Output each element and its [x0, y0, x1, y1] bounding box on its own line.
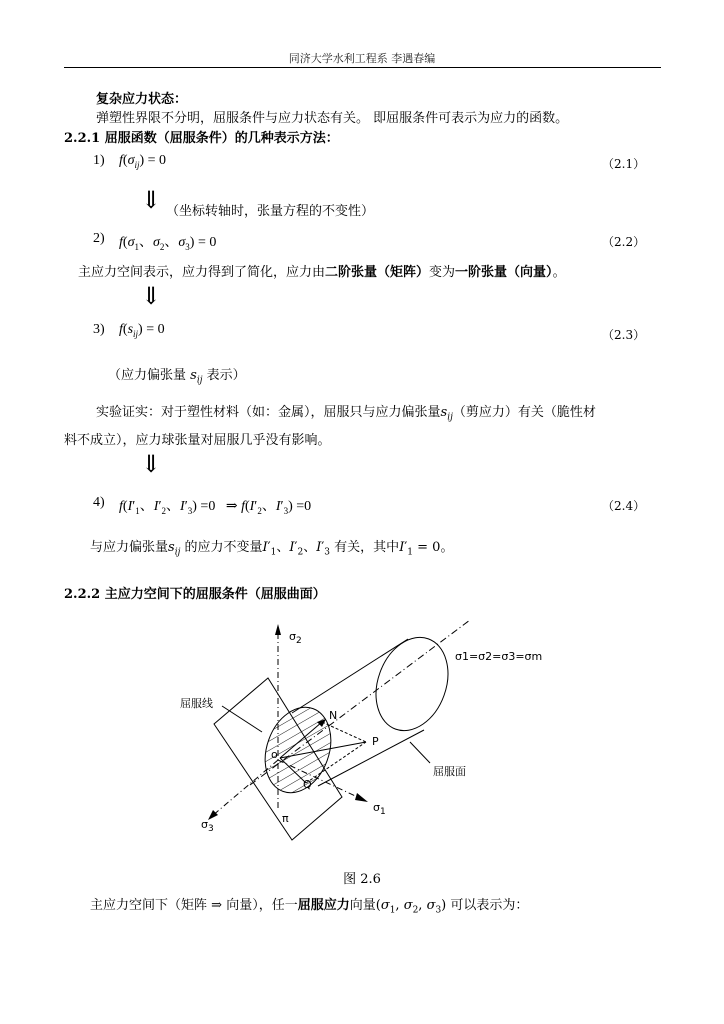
- experiment-line-2: 料不成立），应力球张量对屈服几乎没有影响。: [64, 433, 331, 448]
- point-P-label: P: [372, 735, 379, 748]
- eq1-tag: （2.1）: [602, 157, 646, 171]
- yield-line-label: 屈服线: [180, 697, 213, 710]
- sigma2-label: $\sigma_2$: [289, 630, 302, 647]
- eq3-formula: $f(s_{ij}) = 0$: [119, 322, 165, 339]
- yield-surface-leader: [410, 742, 430, 763]
- principal-space-paragraph: 主应力空间表示，应力得到了简化，应力由二阶张量（矩阵）变为一阶张量（向量）。: [78, 265, 566, 280]
- eq2-formula: $f(\sigma_1$、$\sigma_2$、$\sigma_3) = 0$: [119, 235, 217, 252]
- eq2-number: 2): [93, 231, 105, 246]
- eq4-number: 4): [93, 495, 105, 510]
- section-2-2-2-title: 2.2.2 主应力空间下的屈服条件（屈服曲面）: [64, 587, 326, 602]
- experiment-line-1: 实验证实：对于塑性材料（如：金属），屈服只与应力偏张量$s_{ij}$（剪应力）有关（脆性材: [96, 405, 596, 423]
- invariant-paragraph: 与应力偏张量$s_{ij}$ 的应力不变量$I'_1$、$I'_2$、$I'_3$ 有关，其中$I'_1 = 0$。: [90, 540, 454, 558]
- down-arrow-icon: ⇓: [141, 186, 162, 214]
- page-header: 同济大学水利工程系 李遇春编: [288, 52, 436, 65]
- pi-plane-label: π: [282, 812, 289, 825]
- eq1-formula: $f(\sigma_{ij}) = 0$: [119, 153, 167, 170]
- origin-o-label: o: [271, 748, 278, 761]
- point-Q-label: Q: [303, 778, 312, 791]
- eq4-formula: $f(I'_1$、$I'_2$、$I'_3) =0$ ⇒ $f(I'_2$、$I'_3) =0$: [119, 499, 312, 516]
- yield-line-leader: [222, 706, 262, 732]
- section-2-2-1-title: 2.2.1 屈服函数（屈服条件）的几种表示方法：: [64, 131, 339, 146]
- sigma2-arrowhead: [275, 624, 281, 635]
- sigma1-arrowhead: [355, 793, 368, 802]
- yield-surface-label: 屈服面: [433, 765, 466, 778]
- note-invariance: （坐标转轴时，张量方程的不变性）: [166, 204, 375, 219]
- eq1-number: 1): [93, 153, 105, 168]
- note-deviatoric: （应力偏张量 $s_{ij}$ 表示）: [108, 368, 246, 386]
- cylinder-bottom-edge: [318, 730, 424, 786]
- eq3-number: 3): [93, 322, 105, 337]
- axis-relation-label: σ1=σ2=σ3=σm: [455, 650, 543, 663]
- intro-line: 弹塑性界限不分明，屈服条件与应力状态有关。 即屈服条件可表示为应力的函数。: [96, 111, 569, 126]
- down-arrow-icon: ⇓: [141, 450, 162, 478]
- sigma1-label: $\sigma_1$: [373, 801, 386, 818]
- figure-caption: 图 2.6: [343, 872, 381, 887]
- eq4-tag: （2.4）: [602, 499, 646, 513]
- bottom-paragraph: 主应力空间下（矩阵 ⇒ 向量），任一屈服应力向量($\sigma_1$, $\sigma_2$, $\sigma_3$) 可以表示为：: [90, 898, 529, 916]
- eq2-tag: （2.2）: [602, 235, 646, 249]
- point-N-label: N: [329, 709, 338, 722]
- complex-stress-title: 复杂应力状态：: [96, 92, 188, 107]
- eq3-tag: （2.3）: [602, 328, 646, 342]
- sigma3-label: $\sigma_3$: [201, 818, 214, 835]
- down-arrow-icon: ⇓: [141, 282, 162, 310]
- cylinder-top-edge: [292, 639, 408, 713]
- cylinder-end-ellipse: [364, 627, 461, 740]
